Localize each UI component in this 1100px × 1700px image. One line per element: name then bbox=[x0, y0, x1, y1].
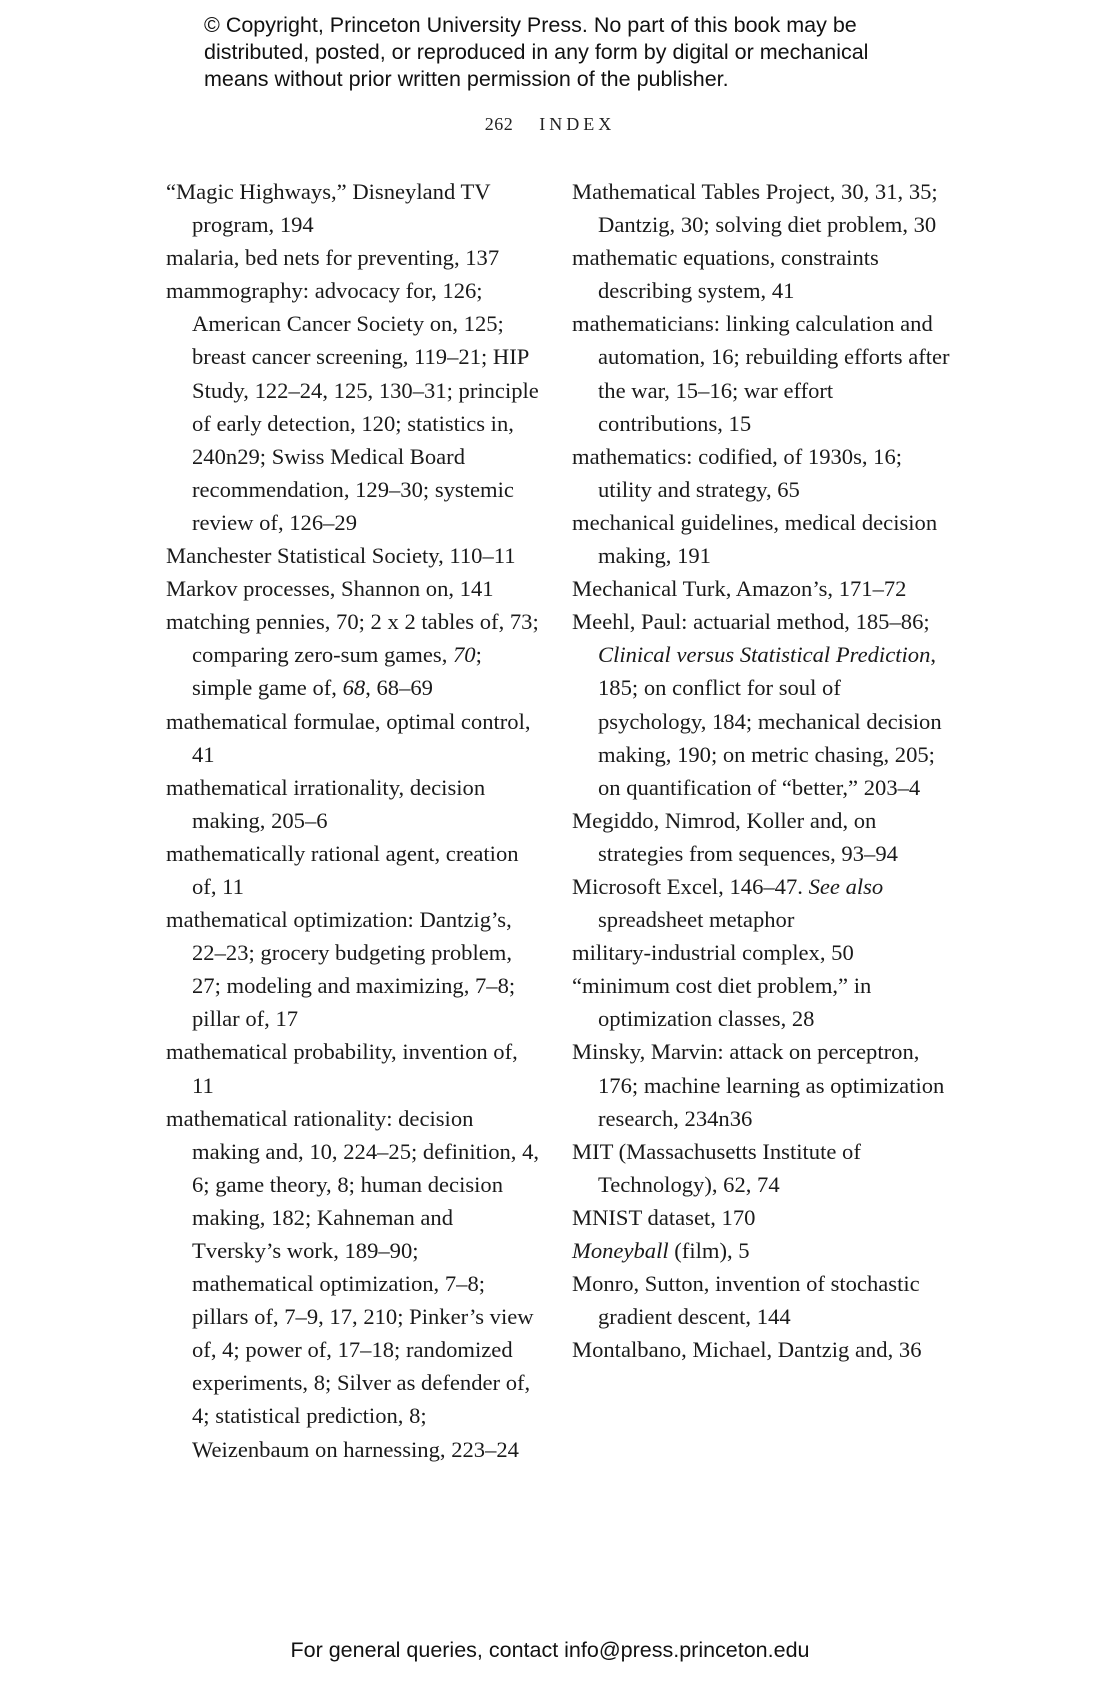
index-entry bbox=[572, 936, 952, 969]
index-entry bbox=[572, 804, 952, 870]
index-entry-text: mathematical probability, invention of, 11 bbox=[166, 1039, 518, 1098]
index-entry-italic-text: 70 bbox=[453, 642, 476, 668]
index-entry bbox=[166, 572, 542, 605]
index-entry-text: Monro, Sutton, invention of stochastic gradient descent, 144 bbox=[572, 1271, 920, 1330]
index-entry bbox=[572, 175, 952, 241]
index-entry bbox=[572, 241, 952, 307]
index-entry-italic-text: 68 bbox=[342, 675, 366, 701]
copyright-notice: © Copyright, Princeton University Press. No part of this book may be distributed, posted, or reproduced in any form by digital or mechanical means without prior written permission of the publisher. bbox=[204, 13, 869, 91]
index-entry bbox=[166, 705, 542, 771]
index-entry-text: mammography: advocacy for, 126; American Cancer Society on, 125; breast cancer screening, 119–21; HIP Study, 122–24, 125, 130–31; principle of early detection, 120; statistics in, 240n29; Swiss Medical Board recommendation, 129–30; systemic review of, 126–29 bbox=[166, 278, 539, 535]
index-entry bbox=[572, 506, 952, 572]
index-entry-text: “Magic Highways,” Disneyland TV program, 194 bbox=[166, 179, 491, 238]
index-entry-text: Markov processes, Shannon on, 141 bbox=[166, 576, 494, 602]
index-entry bbox=[166, 241, 542, 274]
page-number: 262 bbox=[484, 114, 514, 134]
index-entry-text: mechanical guidelines, medical decision making, 191 bbox=[572, 509, 938, 569]
index-entry bbox=[572, 870, 952, 936]
index-entry-text: “minimum cost diet problem,” in optimization classes, 28 bbox=[572, 973, 872, 1032]
index-entry bbox=[166, 539, 542, 572]
index-entry-italic-text: Clinical versus Statistical Prediction bbox=[598, 642, 931, 668]
index-entry-text: ; simple game of, bbox=[192, 642, 482, 701]
index-entry-text: mathematical irrationality, decision making, 205–6 bbox=[166, 774, 486, 833]
index-entry-text: Montalbano, Michael, Dantzig and, 36 bbox=[572, 1337, 922, 1363]
index-entry bbox=[166, 1102, 542, 1466]
index-entry-text: , 68–69 bbox=[365, 675, 433, 701]
index-entry-text: mathematicians: linking calculation and automation, 16; rebuilding efforts after the war, 15–16; war effort contributions, 15 bbox=[572, 311, 950, 436]
index-entry bbox=[572, 1201, 952, 1234]
index-entry bbox=[572, 1333, 952, 1366]
index-entry bbox=[572, 572, 952, 605]
index-entry-text: mathematic equations, constraints describing system, 41 bbox=[572, 245, 879, 304]
index-entry bbox=[166, 837, 542, 903]
index-entry-text: Megiddo, Nimrod, Koller and, on strategies from sequences, 93–94 bbox=[572, 807, 898, 866]
index-entry bbox=[572, 1234, 952, 1267]
index-column-right bbox=[572, 175, 952, 1366]
index-entry bbox=[166, 1035, 542, 1101]
index-entry-text: Microsoft Excel, 146–47. bbox=[572, 873, 809, 899]
index-entry bbox=[572, 307, 952, 439]
index-entry bbox=[572, 1135, 952, 1201]
footer-contact: For general queries, contact info@press.princeton.edu bbox=[290, 1638, 810, 1662]
index-entry bbox=[572, 605, 952, 804]
index-column-left bbox=[166, 175, 542, 1466]
index-entry bbox=[572, 1035, 952, 1134]
index-entry-text: MNIST dataset, 170 bbox=[572, 1204, 756, 1230]
index-entry-text: , 185; on conflict for soul of psychology, 184; mechanical decision making, 190; on metric chasing, 205; on quantification of “better,” 203–4 bbox=[598, 642, 942, 800]
index-entry-text: (film), 5 bbox=[668, 1238, 750, 1263]
index-entry bbox=[572, 1267, 952, 1333]
index-entry-text: Manchester Statistical Society, 110–11 bbox=[166, 543, 516, 569]
index-entry-text: Mechanical Turk, Amazon’s, 171–72 bbox=[572, 576, 907, 602]
index-entry-text: mathematical rationality: decision making and, 10, 224–25; definition, 4, 6; game theory, 8; human decision making, 182; Kahneman and Tversky’s work, 189–90; mathematical optimization, 7–8; pillars of, 7–9, 17, 210; Pinker’s view of, 4; power of, 17–18; randomized experiments, 8; Silver as defender of, 4; statistical prediction, 8; Weizenbaum on harnessing, 223–24 bbox=[166, 1105, 540, 1462]
running-head bbox=[0, 114, 1100, 135]
index-entry-text: mathematical formulae, optimal control, 41 bbox=[166, 708, 531, 767]
section-title: INDEX bbox=[539, 114, 616, 134]
index-entry-text: Mathematical Tables Project, 30, 31, 35; Dantzig, 30; solving diet problem, 30 bbox=[572, 179, 938, 238]
index-entry bbox=[166, 771, 542, 837]
index-entry-text: spreadsheet metaphor bbox=[598, 907, 795, 933]
index-entry-text: mathematically rational agent, creation of, 11 bbox=[166, 840, 519, 899]
index-entry-text: MIT (Massachusetts Institute of Technology), 62, 74 bbox=[572, 1138, 861, 1197]
index-entry bbox=[166, 903, 542, 1035]
index-entry-text: mathematics: codified, of 1930s, 16; utility and strategy, 65 bbox=[572, 443, 903, 502]
index-entry-text: Meehl, Paul: actuarial method, 185–86; bbox=[572, 609, 930, 635]
index-entry-text: mathematical optimization: Dantzig’s, 22–23; grocery budgeting problem, 27; modeling and maximizing, 7–8; pillar of, 17 bbox=[166, 907, 516, 1032]
index-entry bbox=[166, 605, 542, 704]
index-entry-italic-text: See also bbox=[808, 873, 884, 899]
index-entry-text: malaria, bed nets for preventing, 137 bbox=[166, 245, 500, 271]
index-entry-italic-text: Moneyball bbox=[572, 1238, 669, 1263]
index-entry-text: military-industrial complex, 50 bbox=[572, 940, 854, 966]
index-entry bbox=[166, 175, 542, 241]
index-entry bbox=[572, 440, 952, 506]
index-entry-text: matching pennies, 70; 2 x 2 tables of, 73; comparing zero-sum games, bbox=[166, 609, 539, 668]
index-entry bbox=[166, 274, 542, 539]
index-entry-text: Minsky, Marvin: attack on perceptron, 176; machine learning as optimization research, 234n36 bbox=[572, 1039, 945, 1131]
index-entry bbox=[572, 969, 952, 1035]
